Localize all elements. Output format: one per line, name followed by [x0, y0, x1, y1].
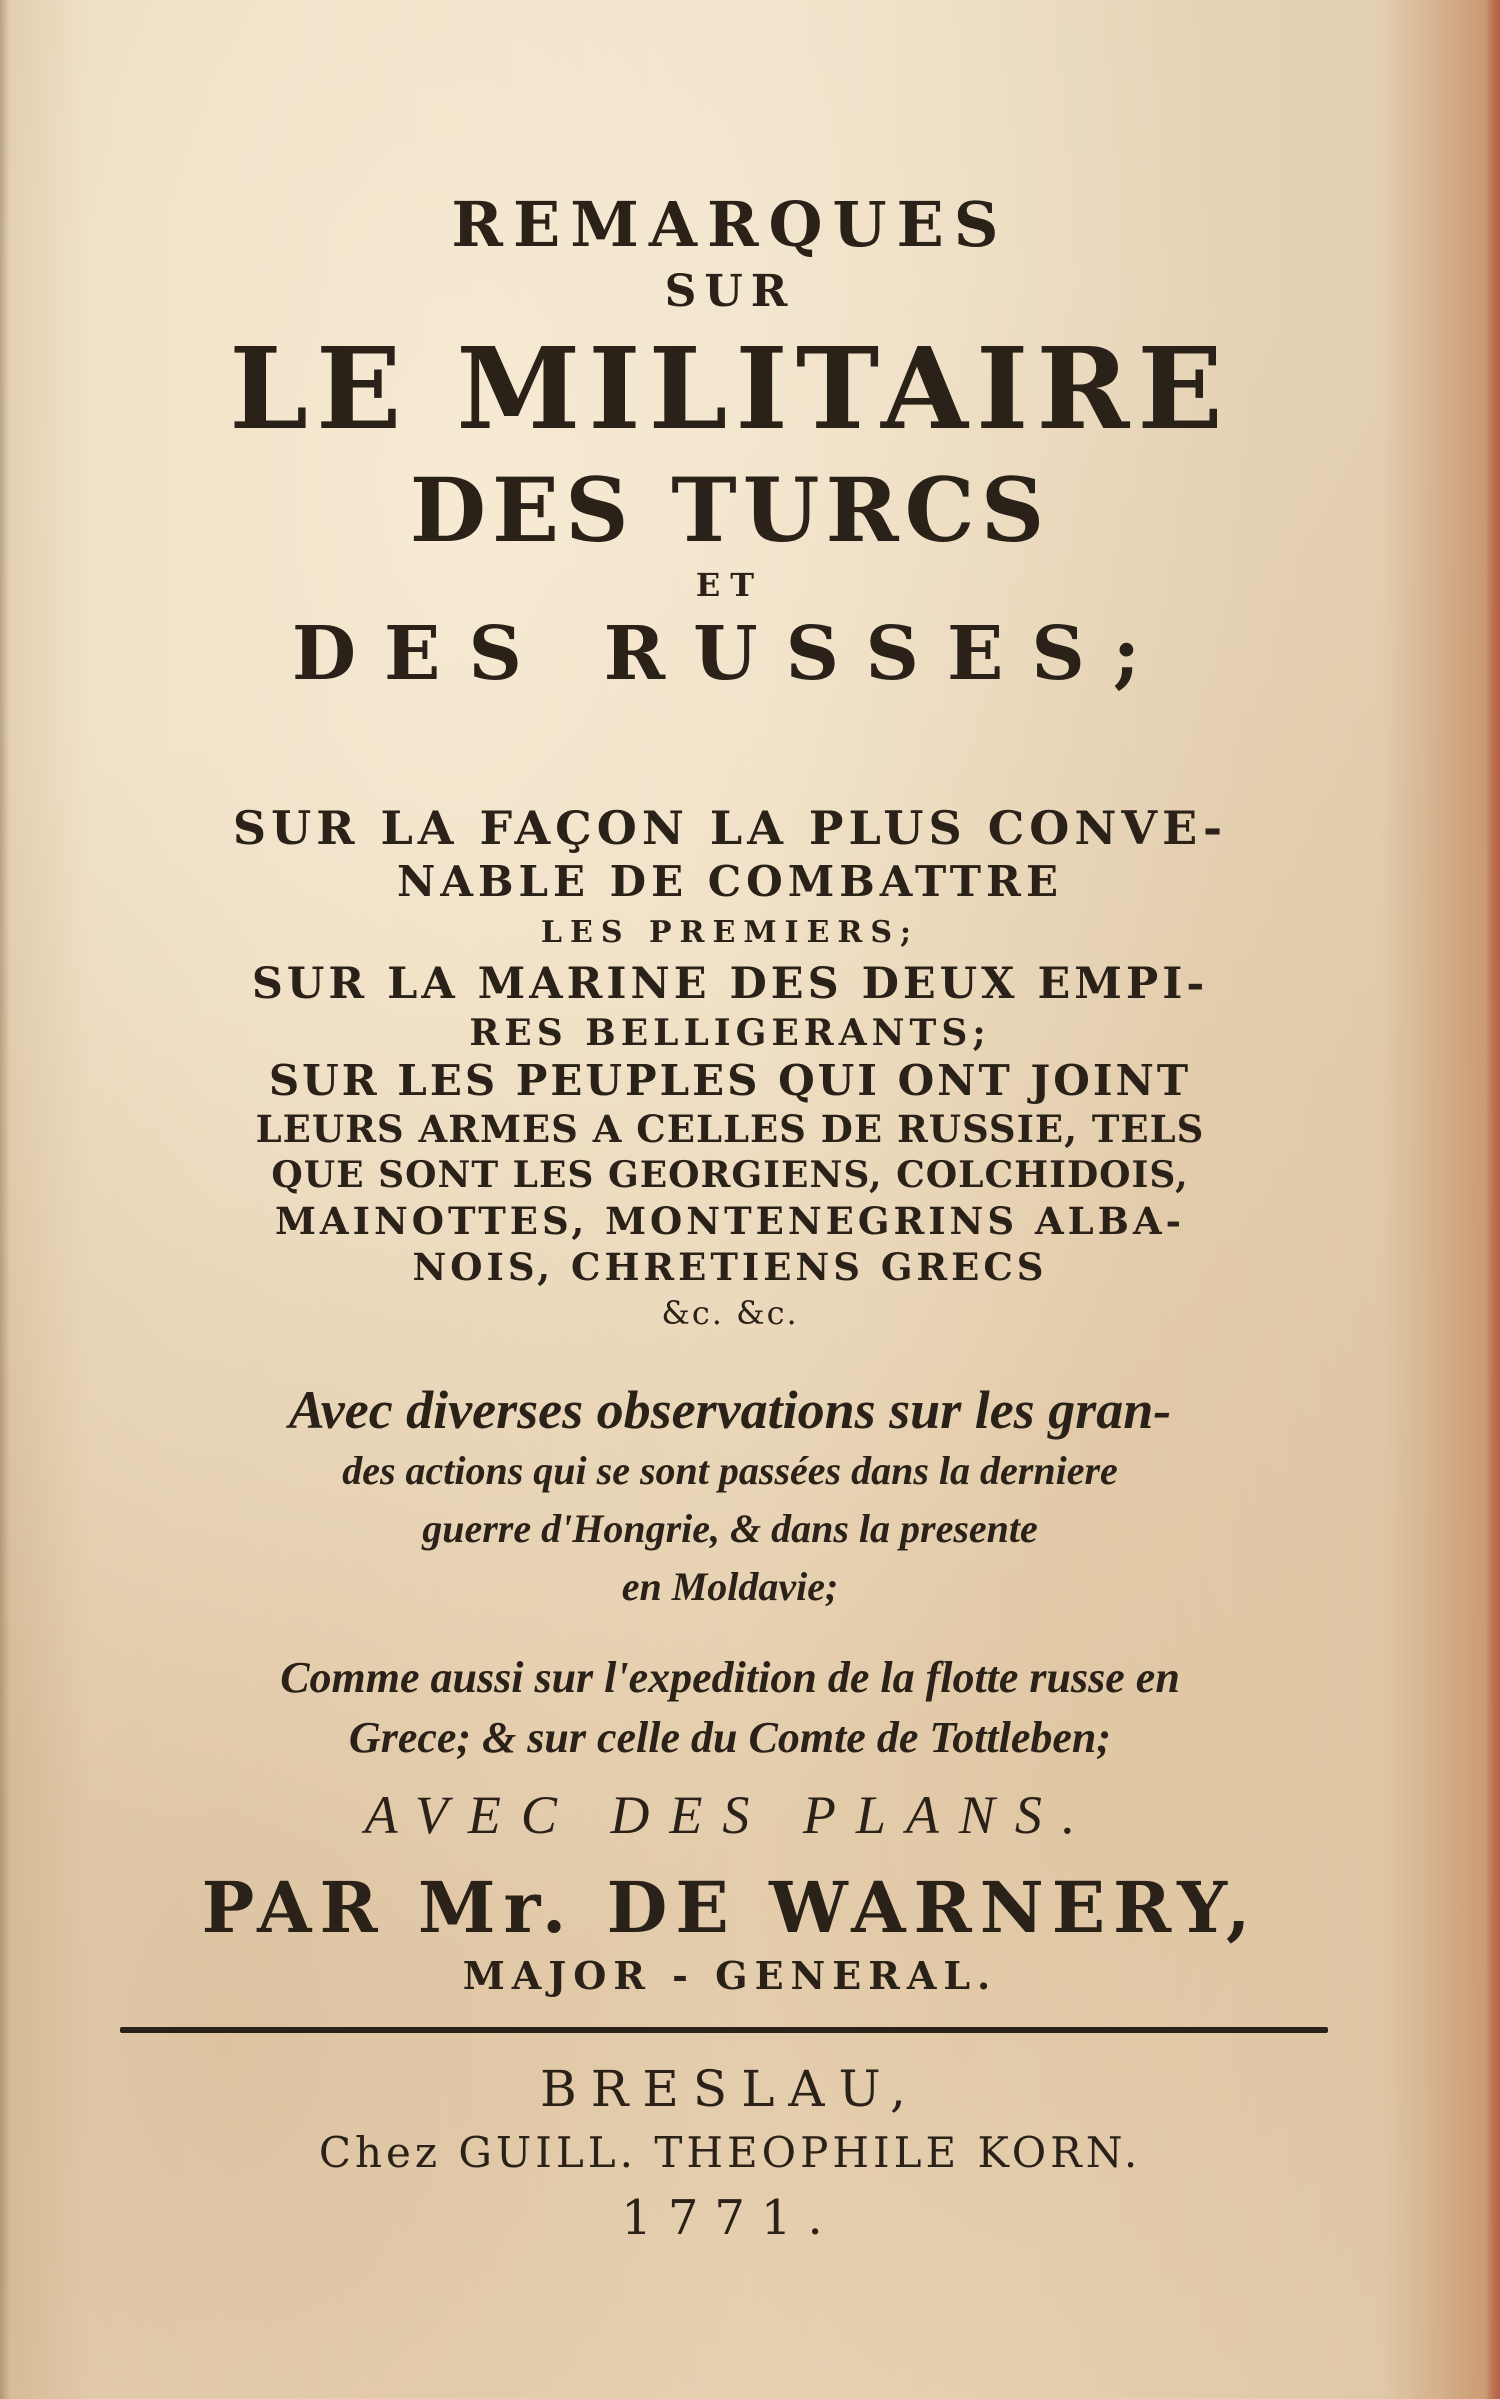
subtitle-line-5: RES BELLIGERANTS;: [469, 1012, 991, 1054]
title-line-militaire: LE MILITAIRE: [229, 324, 1231, 455]
italic-expedition-block: [100, 1648, 1360, 1768]
italic-line-2: des actions qui se sont passées dans la derniere: [342, 1448, 1118, 1493]
plans-line: [100, 1782, 1360, 1848]
subtitle-line-etc: &c. &c.: [661, 1294, 799, 1332]
imprint-block: [100, 2056, 1360, 2252]
avec-des-plans: AVEC DES PLANS.: [364, 1785, 1096, 1845]
subtitle-line-2: NABLE DE COMBATTRE: [397, 857, 1063, 906]
italic-description-block: [100, 1378, 1360, 1616]
page-gutter-shadow: [0, 0, 10, 2399]
page-red-edge: [1486, 0, 1500, 2399]
author-name: PAR Mr. DE WARNERY,: [201, 1866, 1259, 1949]
italic-line-5: Comme aussi sur l'expedition de la flotte russe en: [280, 1653, 1180, 1702]
title-line-turcs: DES TURCS: [409, 458, 1051, 562]
subtitle-block: [100, 800, 1360, 1336]
subtitle-line-8: QUE SONT LES GEORGIENS, COLCHIDOIS,: [271, 1154, 1189, 1196]
subtitle-line-7: LEURS ARMES A CELLES DE RUSSIE, TELS: [255, 1107, 1205, 1151]
italic-line-6: Grece; & sur celle du Comte de Tottleben;: [348, 1713, 1112, 1762]
subtitle-line-3: LES PREMIERS;: [540, 915, 920, 950]
title-line-sur: SUR: [664, 266, 796, 317]
subtitle-line-4: SUR LA MARINE DES DEUX EMPI-: [251, 959, 1209, 1009]
italic-line-3: guerre d'Hongrie, & dans la presente: [422, 1506, 1038, 1551]
author-block: [100, 1866, 1360, 2002]
subtitle-line-10: NOIS, CHRETIENS GRECS: [412, 1245, 1048, 1289]
title-line-remarques: REMARQUES: [451, 188, 1009, 261]
title-line-et: ET: [695, 566, 765, 604]
subtitle-line-6: SUR LES PEUPLES QUI ONT JOINT: [268, 1056, 1192, 1105]
subtitle-line-9: MAINOTTES, MONTENEGRINS ALBA-: [274, 1199, 1186, 1243]
horizontal-rule: [120, 2027, 1328, 2033]
italic-line-1: Avec diverses observations sur les gran-: [288, 1380, 1172, 1440]
imprint-year: 1771.: [621, 2190, 839, 2246]
subtitle-line-1: SUR LA FAÇON LA PLUS CONVE-: [232, 801, 1228, 855]
imprint-publisher: Chez GUILL. THEOPHILE KORN.: [318, 2128, 1142, 2177]
title-line-russes: DES RUSSES;: [291, 611, 1169, 697]
italic-line-4: en Moldavie;: [621, 1564, 839, 1609]
author-rank: MAJOR - GENERAL.: [462, 1953, 998, 1998]
title-block: [100, 188, 1360, 702]
imprint-city: BRESLAU,: [540, 2060, 920, 2118]
